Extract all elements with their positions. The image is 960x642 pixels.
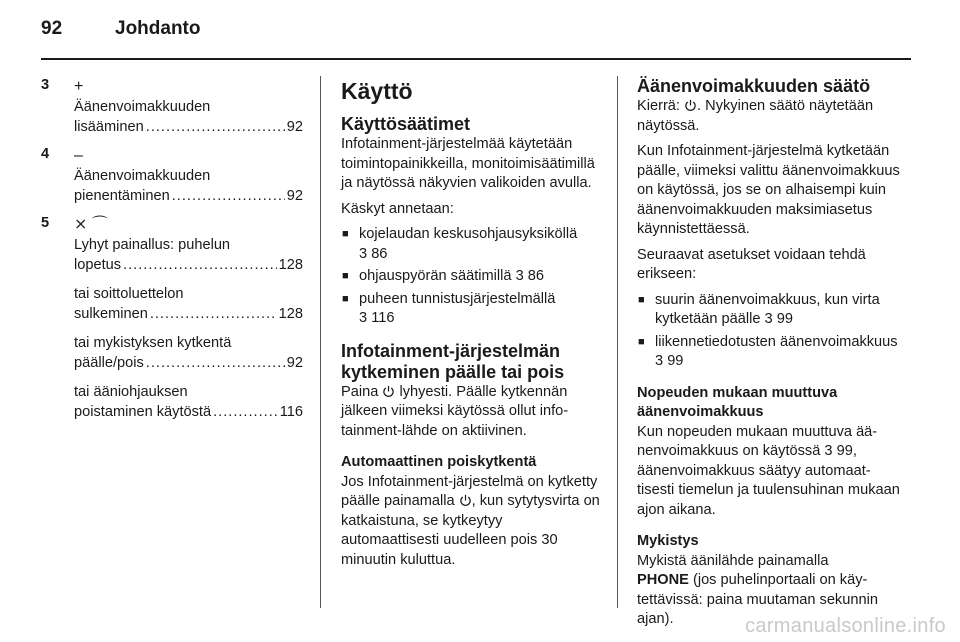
entry-label: tai soittoluettelon xyxy=(74,286,184,302)
ref-arrow-icon: 3 xyxy=(359,245,368,262)
subsection-heading: Mykistys xyxy=(637,533,699,549)
paragraph: Paina lyhyesti. Päälle kytkennän jälkeen viimeksi käytössä ollut infotainment-lähde on aktiivinen. xyxy=(341,383,569,439)
left-column xyxy=(41,76,303,430)
dot-leader xyxy=(123,256,277,276)
entry-label: poistaminen käytöstä xyxy=(74,403,212,420)
toc-line xyxy=(74,256,303,276)
dot-leader xyxy=(146,354,285,374)
control-item-4 xyxy=(41,145,303,206)
page-ref: 99 xyxy=(776,311,793,327)
minus-icon: – xyxy=(74,147,83,164)
dot-leader xyxy=(146,118,285,138)
subsection-heading: Äänenvoimakkuuden säätö xyxy=(637,76,871,96)
column-divider xyxy=(320,76,321,608)
toc-line xyxy=(74,118,303,138)
entry-label: sulkeminen xyxy=(74,305,148,322)
page-ref: 86 xyxy=(371,245,388,262)
subsection-heading: Käyttösäätimet xyxy=(341,114,471,134)
dot-leader xyxy=(172,187,285,207)
bullet-list xyxy=(637,291,902,372)
item-number: 4 xyxy=(41,146,50,162)
entry-label: Äänenvoimakkuuden xyxy=(74,168,211,184)
ref-arrow-icon: 3 xyxy=(824,443,833,459)
dot-leader xyxy=(213,403,278,423)
entry-label: pienentäminen xyxy=(74,187,170,204)
power-icon xyxy=(382,385,395,398)
watermark: carmanualsonline.info xyxy=(745,615,946,637)
list-item: ■ liikennetiedotusten äänenvoimakkuus 3 99 xyxy=(637,333,902,372)
ref-arrow-icon: 3 xyxy=(359,310,368,326)
page-ref: 128 xyxy=(278,305,303,322)
page-ref: 128 xyxy=(278,256,303,273)
toc-line xyxy=(74,354,303,374)
toc-line xyxy=(74,403,303,423)
entry-label: Äänenvoimakkuuden xyxy=(74,99,211,115)
toc-line xyxy=(74,305,303,325)
ref-arrow-icon: 3 xyxy=(515,268,524,284)
bullet-list xyxy=(341,225,603,329)
section-title: Käyttö xyxy=(341,78,413,104)
entry-label: Lyhyt painallus: puhelun xyxy=(74,237,231,253)
paragraph: Kun nopeuden mukaan muuttuva äänenvoimakkuus on käytössä 3 99, äänenvoimakkuus säätyy automaattisesti tiemelun ja tuulensuhinan mukaan ajon aikana. xyxy=(637,423,900,518)
page-ref: 116 xyxy=(371,310,395,326)
page-ref: 99 xyxy=(667,353,684,369)
list-item: ■ suurin äänenvoimakkuus, kun virta kytketään päälle 3 99 xyxy=(637,291,902,330)
paragraph: Infotainment-järjestelmää käytetään toimintopainikkeilla, monitoimisäätimillä ja näytössä näkyvien valikoiden avulla. xyxy=(341,136,595,191)
page-header xyxy=(41,18,911,48)
list-item: ■ ohjauspyörän säätimillä 3 86 xyxy=(341,267,603,287)
dot-leader xyxy=(150,305,277,325)
power-icon xyxy=(459,494,472,507)
paragraph: Jos Infotainment-järjestelmä on kytketty päälle painamalla , kun sytytysvirta on katkaistuna, se kytkeytyy automaattisesti uudelleen pois 30 minuutin kuluttua. xyxy=(341,473,600,568)
toc-line xyxy=(74,187,303,207)
subsection-heading: Infotainment-järjestelmän kytkeminen päälle tai pois xyxy=(341,340,565,382)
middle-column xyxy=(341,76,603,576)
ref-arrow-icon: 3 xyxy=(655,353,664,369)
entry-label: päälle/pois xyxy=(74,354,144,371)
phone-key-label: PHONE xyxy=(637,572,689,588)
paragraph: Käskyt annetaan: xyxy=(341,200,454,217)
entry-label: tai mykistyksen kytkentä xyxy=(74,335,232,351)
page-ref: 116 xyxy=(279,403,303,420)
item-number: 3 xyxy=(41,77,50,93)
page-ref: 92 xyxy=(286,118,303,135)
entry-label: lopetus xyxy=(74,256,122,273)
page-ref: 86 xyxy=(527,268,544,284)
subsection-heading: Nopeuden mukaan muuttuva äänenvoimakkuus xyxy=(637,384,838,420)
plus-icon: + xyxy=(74,78,84,95)
list-item: ■ kojelaudan keskusohjausyksiköllä 3 86 xyxy=(341,225,603,264)
subsection-heading: Automaattinen poiskytkentä xyxy=(341,454,537,470)
chapter-title: Johdanto xyxy=(115,18,201,39)
paragraph: Seuraavat asetukset voidaan tehdä erikseen: xyxy=(637,246,866,282)
page-ref: 99 xyxy=(836,443,853,459)
list-item: ■ puheen tunnistusjärjestelmällä 3 116 xyxy=(341,290,603,329)
control-item-5 xyxy=(41,214,303,422)
control-item-3 xyxy=(41,76,303,137)
mute-hangup-icon: ⨯ ⌒ xyxy=(74,216,108,233)
power-icon xyxy=(684,99,697,112)
entry-label: lisääminen xyxy=(74,118,144,135)
paragraph: Mykistä äänilähde painamalla PHONE (jos puhelinportaali on käytettävissä: paina muutaman sekunnin ajan). xyxy=(637,552,878,627)
right-column xyxy=(637,76,902,636)
page-number: 92 xyxy=(41,18,63,39)
ref-arrow-icon: 3 xyxy=(764,311,773,327)
page-ref: 92 xyxy=(286,354,303,371)
page-ref: 92 xyxy=(286,187,303,204)
entry-label: tai ääniohjauksen xyxy=(74,384,188,400)
item-number: 5 xyxy=(41,215,50,231)
paragraph: Kun Infotainment-järjestelmä kytketään päälle, viimeksi valittu äänenvoimakkuus on käytössä, jos se on alhaisempi kuin äänenvoimakkuuden maksimiasetus käynnistettäessä. xyxy=(637,143,900,237)
column-divider xyxy=(617,76,618,608)
paragraph: Kierrä: . Nykyinen säätö näytetään näytössä. xyxy=(637,98,874,134)
header-rule xyxy=(41,58,911,60)
